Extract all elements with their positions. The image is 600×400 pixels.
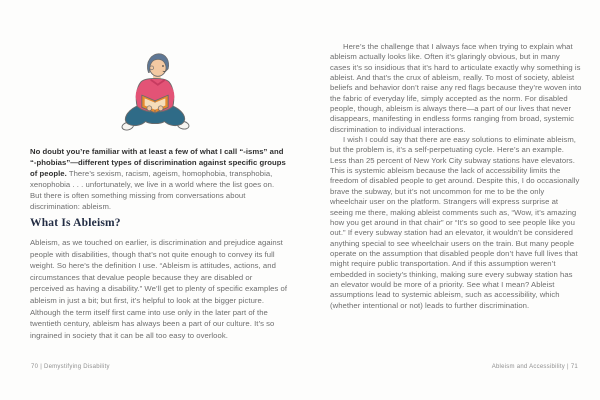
right-paragraph-2: I wish I could say that there are easy solutions to eliminate ableism, but the problem is, it’s a self-perpetuating cycle. Here’s an example. Less than 25 percent of New York City subway stations have elevators. This is systemic ableism because the lack of accessibility limits the freedom of disabled people to get around. Despite this, I do occasionally brave the subway, but it’s not uncommon for me to be the only wheelchair user on the platform. Strangers will express surprise at seeing me there, making ableist comments such as, “Wow, it’s amazing how you get around in that chair” or “It’s so good to see people like you out.” If every subway station had an elevator, it wouldn’t be considered anything special to see wheelchair users on the train. But many people operate on the assumption that disabled people don’t have full lives that might require public transportation. And if this assumption weren’t embedded in society’s thinking, making sure every subway station has an elevator would be more of a priority. See what I mean? Ableist assumptions lead to systemic ableism, such as accessibility, which (whether intentional or not) leads to further discrimination.	[330, 135, 580, 310]
left-page-number: 70	[31, 364, 39, 370]
right-footer-divider: |	[567, 364, 569, 370]
reader-illustration	[107, 50, 203, 144]
right-paragraph-1: Here’s the challenge that I always face when trying to explain what ableism actually looks like. Often it’s glaringly obvious, but in many cases it’s so insidious that it’s hard to articulate exactly why something is ableist. And that’s the crux of ableism, really. To most of society, ableist beliefs and behavior don’t raise any red flags because they’re woven into the fabric of everyday life, simply accepted as the norm. For disabled people, though, ableism is always there—a part of our lives that never disappears, manifesting in endless forms ranging from broad, systemic discrimination to individual interactions.	[330, 42, 582, 134]
hand-left	[147, 106, 152, 111]
left-footer-divider: |	[40, 364, 42, 370]
ear	[150, 66, 154, 70]
section-heading: What Is Ableism?	[30, 217, 121, 229]
eye	[162, 65, 164, 67]
intro-continuation: There’s sexism, racism, ageism, homophobia, transphobia, xenophobia . . . unfortunately, we live in a world where the list goes on. But there is often something missing from conversations about discrimination: ableism.	[30, 169, 275, 211]
intro-lead-bold: No doubt you’re familiar with at least a few of what I call “-isms” and “-phobias”—different types of discrimination against specific groups of people.	[30, 147, 286, 178]
hand-right	[158, 106, 163, 111]
left-running-title: Demystifying Disability	[44, 364, 110, 370]
intro-paragraph	[30, 146, 288, 212]
left-running-footer	[30, 364, 111, 370]
left-body-paragraph: Ableism, as we touched on earlier, is discrimination and prejudice against people with disabilities, though that’s not quite enough to convey its full weight. So here’s the definition I use. “Ableism is attitudes, actions, and circumstances that devalue people because they are disabled or perceived as having a disability.” We’ll get to plenty of specific examples of ableism in just a bit; but first, it’s helpful to look at the bigger picture. Although the term itself first came into use only in the later part of the twentieth century, ableism has always been a part of our culture. It’s so ingrained in society that it can be all too easy to overlook.	[30, 238, 287, 340]
right-page-number: 71	[570, 364, 578, 370]
right-body-text	[330, 42, 582, 311]
right-running-title: Ableism and Accessibility	[491, 364, 565, 370]
right-running-footer	[491, 364, 579, 370]
